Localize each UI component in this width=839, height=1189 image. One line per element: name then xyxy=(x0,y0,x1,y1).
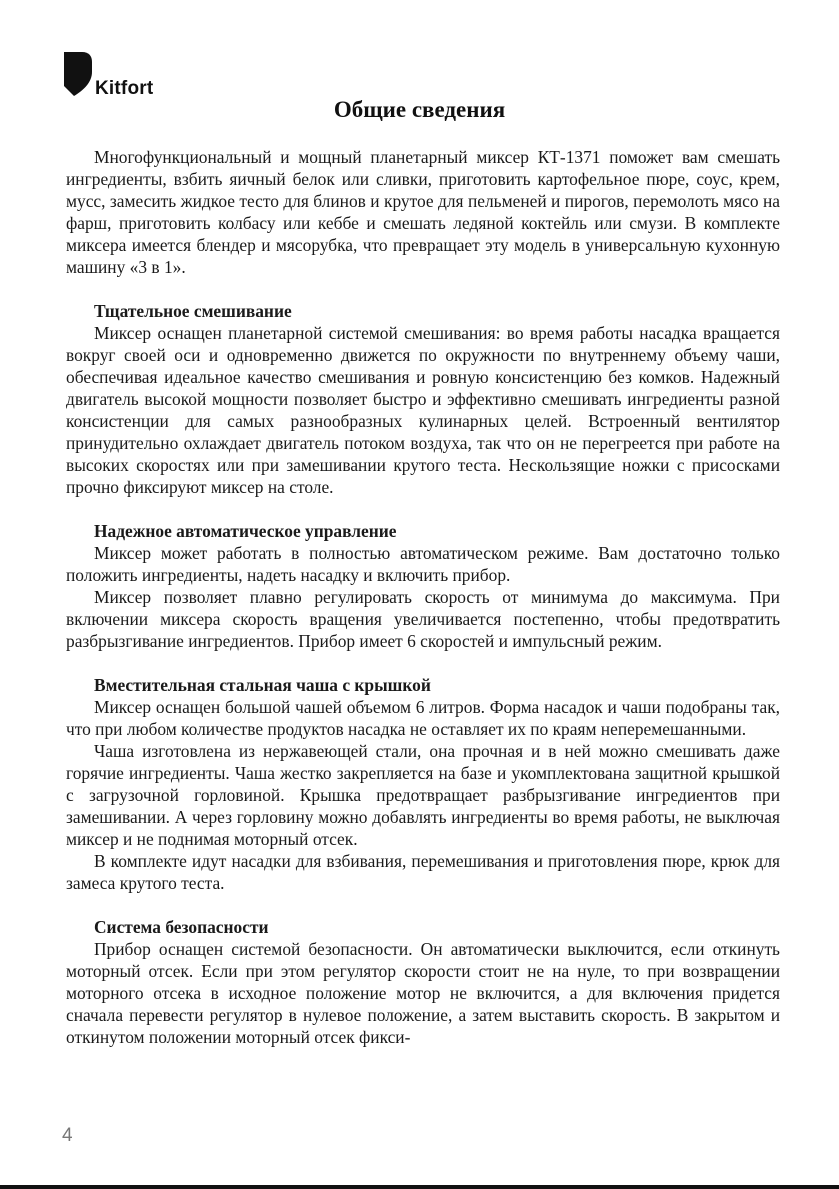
section-auto-control-paragraph: Миксер позволяет плавно регулировать скорость от минимума до максимума. При включении миксера скорость вращения увеличивается постепенно, чтобы предотвратить разбрызгивание ингредиентов. Прибор имеет 6 скоростей и импульсный режим. xyxy=(66,587,780,651)
section-heading-bowl: Вместительная стальная чаша с крышкой xyxy=(94,675,431,695)
section-heading-auto-control: Надежное автоматическое управление xyxy=(94,521,397,541)
page-number: 4 xyxy=(62,1125,73,1146)
document-body xyxy=(66,146,780,1048)
section-auto-control-paragraph: Миксер может работать в полностью автоматическом режиме. Вам достаточно только положить ингредиенты, надеть насадку и включить прибор. xyxy=(66,543,780,585)
section-safety-paragraph: Прибор оснащен системой безопасности. Он автоматически выключится, если откинуть моторный отсек. Если при этом регулятор скорости стоит не на нуле, то при возвращении моторного отсека в исходное положение мотор не включится, а для включения придется сначала перевести регулятор в нулевое положение, а затем выставить скорость. В закрытом и откинутом положении моторный отсек фикси- xyxy=(66,939,780,1047)
brand-logo xyxy=(62,50,182,100)
kitfort-logo-icon xyxy=(62,50,94,98)
section-bowl-paragraph: Чаша изготовлена из нержавеющей стали, она прочная и в ней можно смешивать даже горячие ингредиенты. Чаша жестко закрепляется на базе и укомплектована защитной крышкой с загрузочной горловиной. Крышка предотвращает разбрызгивание ингредиентов при замешивании. А через горловину можно добавлять ингредиенты во время работы, не выключая миксер и не поднимая моторный отсек. xyxy=(66,741,780,849)
section-mixing-paragraph: Миксер оснащен планетарной системой смешивания: во время работы насадка вращается вокруг своей оси и одновременно движется по окружности по внутреннему объему чаши, обеспечивая идеальное качество смешивания и ровную консистенцию без комков. Надежный двигатель высокой мощности позволяет быстро и эффективно смешивать ингредиенты разной консистенции для самых разнообразных кулинарных целей. Встроенный вентилятор принудительно охлаждает двигатель потоком воздуха, так что он не перегреется при работе на высоких скоростях или при замешивании крутого теста. Нескользящие ножки с присосками прочно фиксируют миксер на столе. xyxy=(66,323,780,497)
bottom-border xyxy=(0,1185,839,1189)
section-bowl-paragraph: В комплекте идут насадки для взбивания, перемешивания и приготовления пюре, крюк для замеса крутого теста. xyxy=(66,851,780,893)
intro-paragraph: Многофункциональный и мощный планетарный миксер КТ-1371 поможет вам смешать ингредиенты, взбить яичный белок или сливки, приготовить картофельное пюре, соус, крем, мусс, замесить жидкое тесто для блинов и крутое для пельменей и пирогов, перемолоть мясо на фарш, приготовить колбасу или кеббе и смешать ледяной коктейль или смузи. В комплекте миксера имеется блендер и мясорубка, что превращает эту модель в универсальную кухонную машину «3 в 1». xyxy=(66,147,780,277)
brand-name: Kitfort xyxy=(95,78,154,99)
section-heading-safety: Система безопасности xyxy=(94,917,269,937)
section-bowl-paragraph: Миксер оснащен большой чашей объемом 6 литров. Форма насадок и чаши подобраны так, что при любом количестве продуктов насадка не оставляет их по краям неперемешанными. xyxy=(66,697,780,739)
page-title: Общие сведения xyxy=(333,97,506,122)
section-heading-mixing: Тщательное смешивание xyxy=(94,301,292,321)
